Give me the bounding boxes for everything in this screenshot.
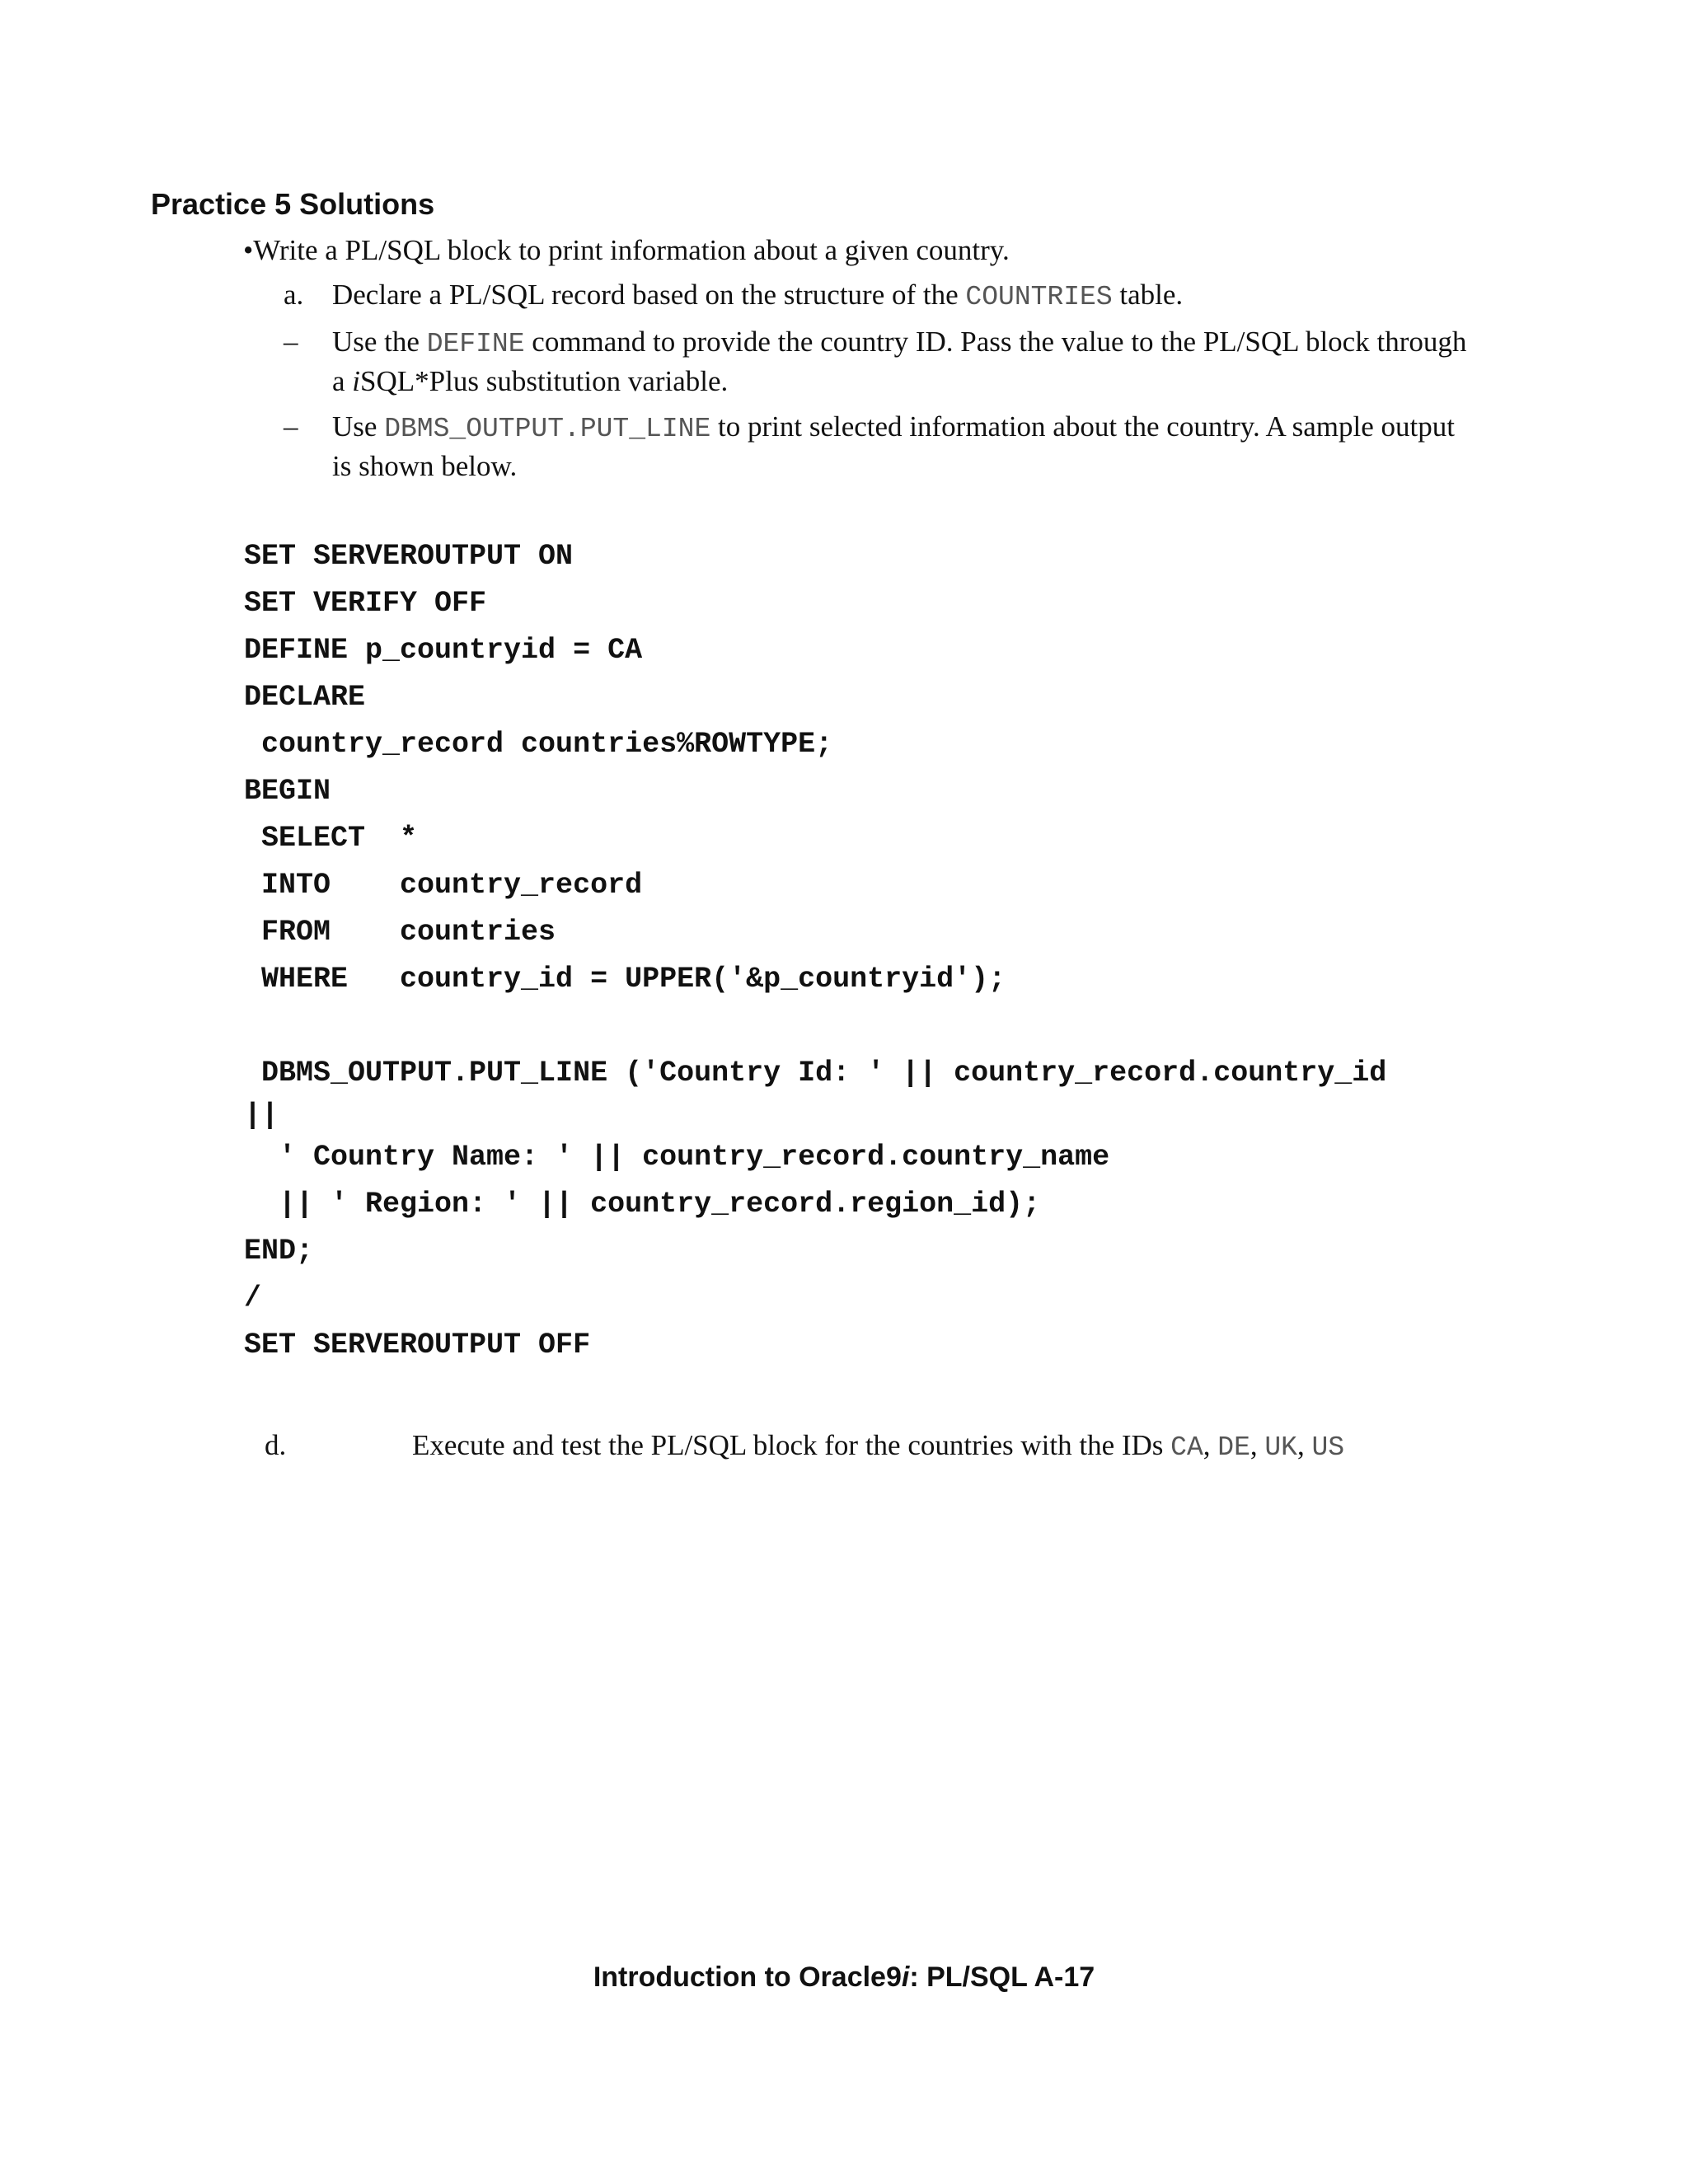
country-id-code: US <box>1311 1432 1345 1463</box>
inline-code: DBMS_OUTPUT.PUT_LINE <box>384 414 711 444</box>
page-footer: Introduction to Oracle9i: PL/SQL A-17 <box>593 1961 1095 1993</box>
code-line: SELECT * <box>244 822 418 855</box>
code-line: SET SERVEROUTPUT OFF <box>244 1329 591 1361</box>
list-item-text: Use the DEFINE command to provide the country ID. Pass the value to the PL/SQL block through a iSQL*Plus substitution variable. <box>332 326 1467 397</box>
code-line: country_record countries%ROWTYPE; <box>244 728 833 761</box>
list-item-text: Declare a PL/SQL record based on the structure of the COUNTRIES table. <box>332 279 1184 312</box>
code-line: DECLARE <box>244 681 366 714</box>
list-marker: d. <box>265 1429 287 1461</box>
code-line: SET SERVEROUTPUT ON <box>244 540 574 573</box>
inline-code: DEFINE <box>426 329 525 359</box>
country-id-code: CA <box>1170 1432 1203 1463</box>
code-line: || <box>244 1099 279 1132</box>
intro-bullet: •Write a PL/SQL block to print information about a given country. <box>243 234 1010 266</box>
code-line: / <box>244 1282 262 1315</box>
code-line: INTO country_record <box>244 869 643 902</box>
list-marker: – <box>284 410 298 443</box>
page-heading: Practice 5 Solutions <box>151 187 435 221</box>
code-line: ' Country Name: ' || country_record.country_name <box>244 1141 1110 1174</box>
country-id-code: UK <box>1264 1432 1297 1463</box>
code-line: WHERE country_id = UPPER('&p_countryid'); <box>244 963 1006 996</box>
code-line: || ' Region: ' || country_record.region_id); <box>244 1188 1041 1221</box>
code-line: SET VERIFY OFF <box>244 587 487 620</box>
code-line: END; <box>244 1235 314 1268</box>
country-id-code: DE <box>1217 1432 1250 1463</box>
step-d-text: Execute and test the PL/SQL block for the countries with the IDs CA, DE, UK, US <box>412 1429 1345 1463</box>
list-marker: – <box>284 326 298 358</box>
inline-code: COUNTRIES <box>965 282 1113 312</box>
code-line: BEGIN <box>244 775 331 808</box>
code-line: DBMS_OUTPUT.PUT_LINE ('Country Id: ' || country_record.country_id <box>244 1057 1387 1090</box>
code-line: DEFINE p_countryid = CA <box>244 634 643 667</box>
list-item-text: Use DBMS_OUTPUT.PUT_LINE to print selected information about the country. A sample output is shown below. <box>332 410 1455 482</box>
code-line: FROM countries <box>244 916 556 949</box>
list-marker: a. <box>284 279 304 311</box>
